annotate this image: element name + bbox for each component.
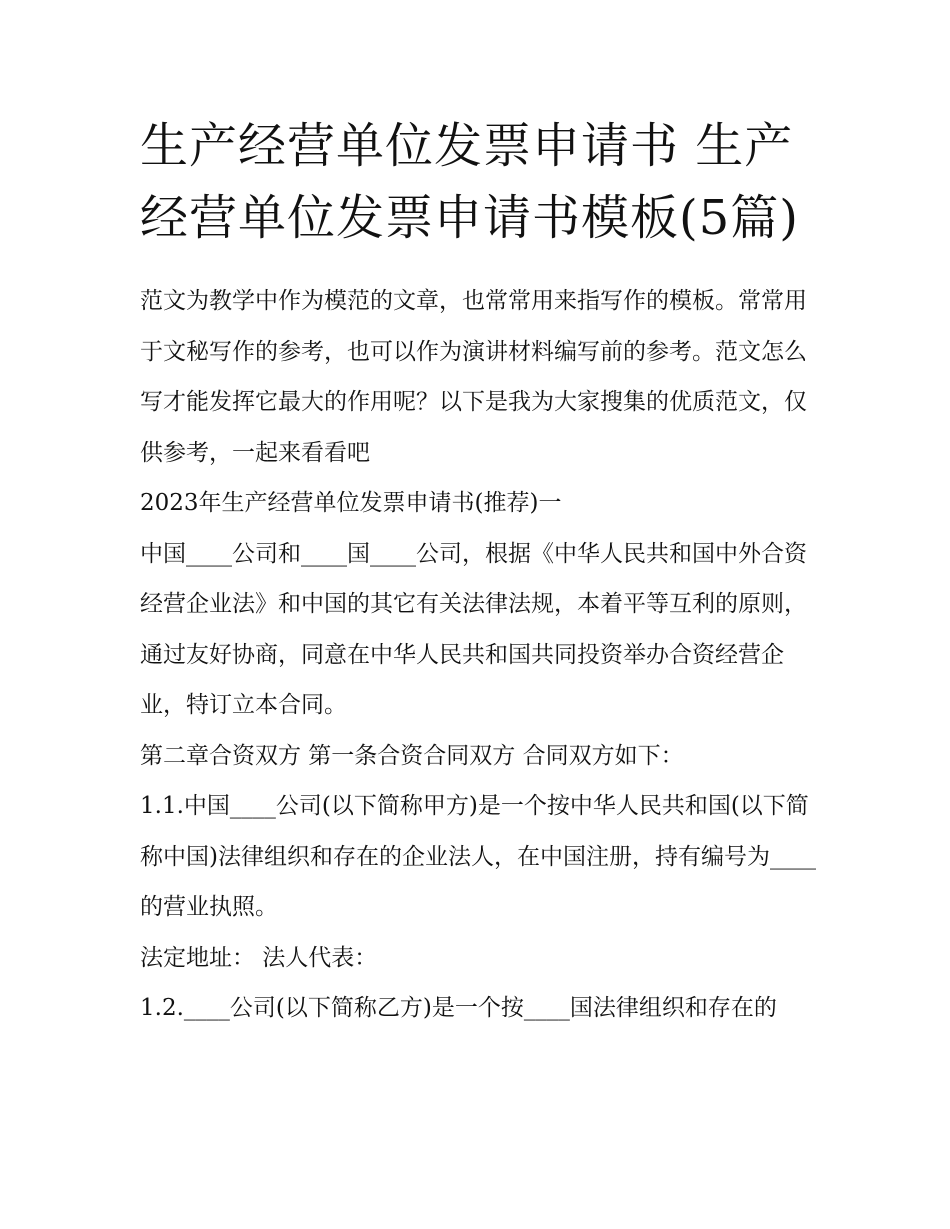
document-title: 生产经营单位发票申请书 生产经营单位发票申请书模板(5篇) — [140, 118, 799, 246]
clause-1-1-paragraph: 1.1.中国____公司(以下简称甲方)是一个按中华人民共和国(以下简称中国)法律组织和存在的企业法人，在中国注册，持有编号为____的营业执照。 — [140, 793, 816, 920]
contract-preamble-paragraph: 中国____公司和____国____公司，根据《中华人民共和国中外合资经营企业法》和中国的其它有关法律法规，本着平等互利的原则，通过友好协商，同意在中华人民共和国共同投资举办合资经营企业，特订立本合同。 — [140, 540, 807, 718]
section-heading: 2023年生产经营单位发票申请书(推荐)一 — [140, 490, 562, 516]
chapter-heading: 第二章合资双方 第一条合资合同双方 合同双方如下： — [140, 742, 684, 769]
clause-1-2-paragraph: 1.2.____公司(以下简称乙方)是一个按____国法律组织和存在的 — [140, 995, 777, 1021]
intro-paragraph: 范文为教学中作为模范的文章，也常常用来指写作的模板。常常用于文秘写作的参考，也可以作为演讲材料编写前的参考。范文怎么写才能发挥它最大的作用呢？以下是我为大家搜集的优质范文，仅供参考，一起来看看吧 — [140, 288, 807, 466]
document-page — [140, 110, 820, 1034]
address-representative-line: 法定地址： 法人代表： — [140, 944, 378, 971]
